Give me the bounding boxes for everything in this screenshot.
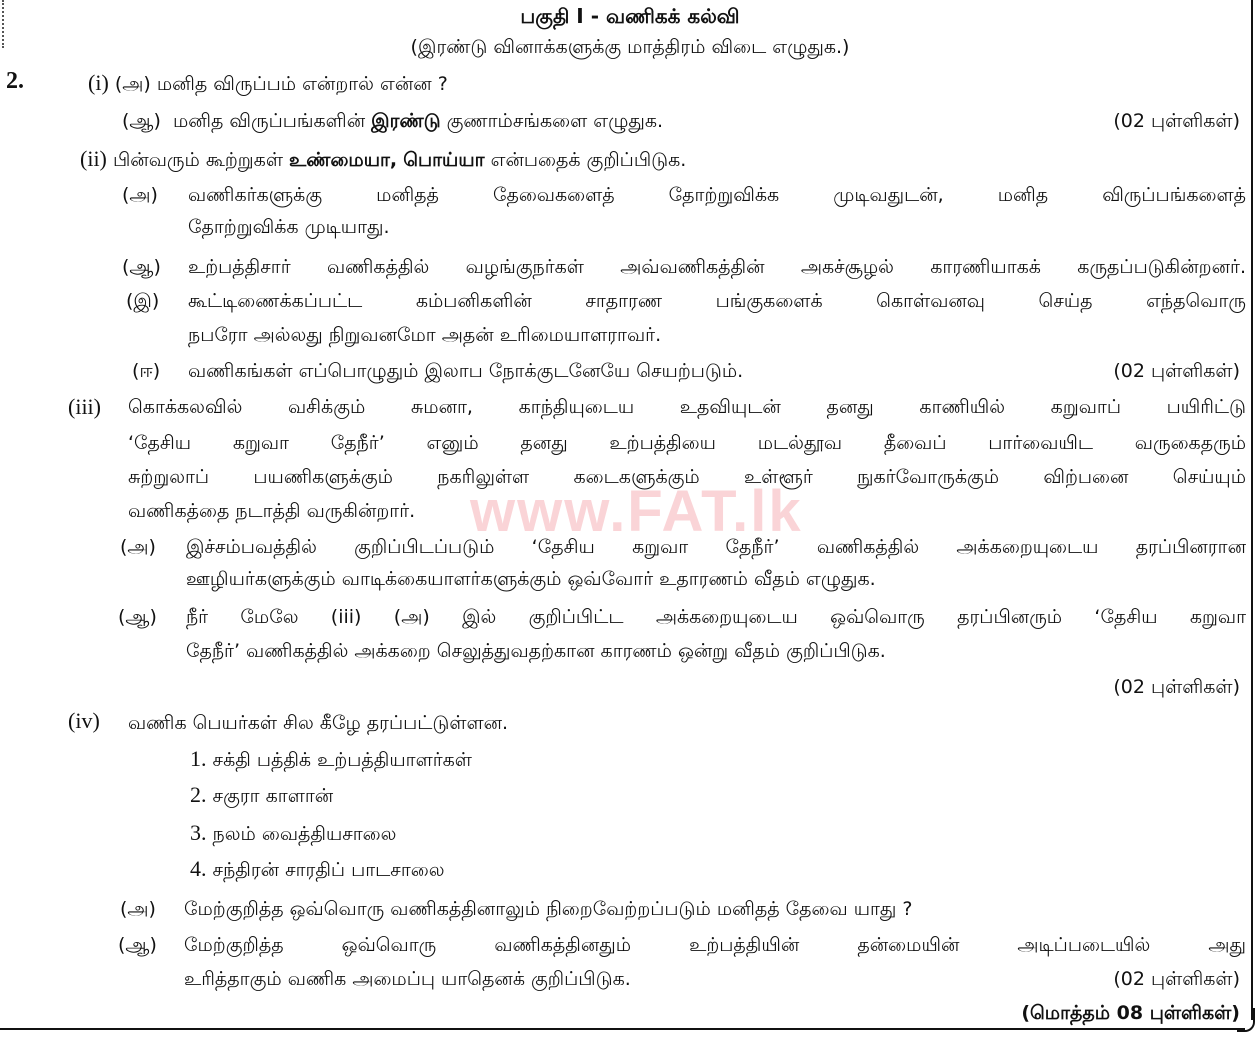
marks-part-iv: (02 புள்ளிகள்) — [1113, 968, 1240, 990]
scenario-text: சுற்றுலாப் பயணிகளுக்கும் நகரிலுள்ள கடைகளுக்கும் உள்ளூர் நுகர்வோருக்கும் விற்பனை செய்யும் — [128, 466, 1246, 488]
item-label: (ஈ) — [132, 360, 161, 382]
emphasis-true: உண்மையா, — [289, 149, 398, 171]
question-text: மனித விருப்பங்களின் — [172, 110, 366, 132]
marks-part-i: (02 புள்ளிகள்) — [1113, 110, 1240, 132]
item-label: (அ) — [122, 184, 158, 206]
section-title: பகுதி I - வணிகக் கல்வி — [520, 4, 740, 28]
list-number: 1. — [190, 746, 207, 771]
section-instruction: (இரண்டு வினாக்களுக்கு மாத்திரம் விடை எழுதுக.) — [410, 36, 850, 58]
intro-text: பின்வரும் கூற்றுகள் — [112, 149, 283, 171]
total-marks: (மொத்தம் 08 புள்ளிகள்) — [1021, 1002, 1240, 1024]
business-list-item — [190, 746, 472, 773]
question-text: மேற்குறித்த ஒவ்வொரு வணிகத்தினாலும் நிறைவேற்றப்படும் மனிதத் தேவை யாது ? — [184, 898, 913, 920]
question-text: ஊழியர்களுக்கும் வாடிக்கையாளர்களுக்கும் ஒவ்வோர் உதாரணம் வீதம் எழுதுக. — [186, 568, 876, 590]
marks-part-ii: (02 புள்ளிகள்) — [1113, 360, 1240, 382]
marks-part-iii: (02 புள்ளிகள்) — [1113, 676, 1240, 698]
question-text: மேற்குறித்த ஒவ்வொரு வணிகத்தினதும் உற்பத்தியின் தன்மையின் அடிப்படையில் அது — [184, 934, 1246, 956]
item-label: (அ) — [114, 73, 151, 95]
business-name: சக்தி பத்திக் உற்பத்தியாளர்கள் — [212, 749, 472, 771]
part-iv-label: (iv) — [68, 708, 100, 733]
part-i-aa — [122, 108, 663, 134]
business-name: சந்திரன் சாரதிப் பாடசாலை — [212, 859, 445, 881]
bottom-border — [0, 1028, 1245, 1030]
scenario-text: கொக்கலவில் வசிக்கும் சுமனா, காந்தியுடைய உதவியுடன் தனது காணியில் கறுவாப் பயிரிட்டு — [128, 396, 1246, 418]
watermark: www.FAT.lk — [470, 479, 803, 544]
right-border — [1251, 0, 1253, 1020]
item-label: (அ) — [120, 898, 156, 920]
part-i-a — [88, 70, 448, 97]
part-iii-label: (iii) — [68, 394, 101, 419]
question-text: நீர் மேலே (iii) (அ) இல் குறிப்பிட்ட அக்கறையுடைய ஒவ்வொரு தரப்பினரும் ‘தேசிய கறுவா — [186, 606, 1246, 628]
question-number: 2. — [6, 68, 24, 94]
item-label: (ஆ) — [122, 256, 161, 278]
business-name: சகுரா காளான் — [212, 785, 334, 807]
business-list-item — [190, 782, 333, 809]
item-label: (அ) — [120, 536, 156, 558]
statement-text: தோற்றுவிக்க முடியாது. — [188, 216, 390, 238]
business-name: நலம் வைத்தியசாலை — [212, 823, 397, 845]
part-i-label: (i) — [88, 70, 109, 95]
question-text: உரித்தாகும் வணிக அமைப்பு யாதெனக் குறிப்பிடுக. — [184, 968, 631, 990]
statement-text: கூட்டிணைக்கப்பட்ட கம்பனிகளின் சாதாரண பங்குகளைக் கொள்வனவு செய்த எந்தவொரு — [188, 290, 1246, 312]
emphasis-text: இரண்டு — [371, 110, 441, 132]
question-text: குணாம்சங்களை எழுதுக. — [446, 110, 664, 132]
statement-text: உற்பத்திசார் வணிகத்தில் வழங்குநர்கள் அவ்வணிகத்தின் அகச்சூழல் காரணியாகக் கருதப்படுகின்றனர். — [188, 256, 1246, 278]
question-text: தேநீர்’ வணிகத்தில் அக்கறை செலுத்துவதற்கான காரணம் ஒன்று வீதம் குறிப்பிடுக. — [186, 640, 886, 662]
item-label: (ஆ) — [118, 606, 157, 628]
business-list-item — [190, 856, 445, 883]
part-iv-intro: வணிக பெயர்கள் சில கீழே தரப்பட்டுள்ளன. — [128, 712, 509, 734]
part-ii-label: (ii) — [80, 146, 107, 171]
list-number: 2. — [190, 782, 207, 807]
statement-text: வணிகர்களுக்கு மனிதத் தேவைகளைத் தோற்றுவிக்க முடிவதுடன், மனித விருப்பங்களைத் — [188, 184, 1246, 206]
question-text: மனித விருப்பம் என்றால் என்ன ? — [156, 73, 448, 95]
question-text: இச்சம்பவத்தில் குறிப்பிடப்படும் ‘தேசிய கறுவா தேநீர்’ வணிகத்தில் அக்கறையுடைய தரப்பினரான — [186, 536, 1246, 558]
statement-text: வணிகங்கள் எப்பொழுதும் இலாப நோக்குடனேயே செயற்படும். — [188, 360, 744, 382]
intro-text: என்பதைக் குறிப்பிடுக. — [490, 149, 687, 171]
statement-text: நபரோ அல்லது நிறுவனமோ அதன் உரிமையாளராவர். — [188, 324, 662, 346]
item-label: (ஆ) — [122, 110, 161, 132]
business-list-item — [190, 820, 396, 847]
part-ii-intro — [80, 146, 686, 173]
list-number: 3. — [190, 820, 207, 845]
list-number: 4. — [190, 856, 207, 881]
item-label: (இ) — [126, 290, 160, 312]
scenario-text: ‘தேசிய கறுவா தேநீர்’ எனும் தனது உற்பத்தியை மடல்தூவ தீவைப் பார்வையிட வருகைதரும் — [128, 432, 1246, 454]
emphasis-false: பொய்யா — [403, 149, 485, 171]
item-label: (ஆ) — [118, 934, 157, 956]
scenario-text: வணிகத்தை நடாத்தி வருகின்றார். — [128, 500, 416, 522]
